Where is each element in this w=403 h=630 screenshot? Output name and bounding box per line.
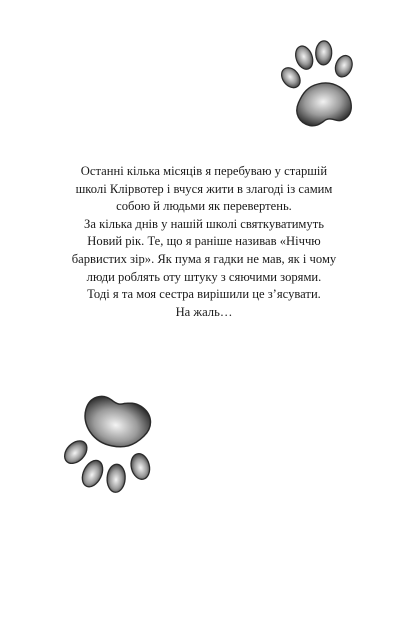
- story-paragraph: [58, 163, 350, 321]
- text-line: Останні кілька місяців я перебуваю у старшій: [80, 164, 328, 178]
- text-line: За кілька днів у нашій школі святкуватимуть: [84, 216, 324, 231]
- text-line: Новий рік. Те, що я раніше називав «Ніччю: [87, 234, 321, 249]
- text-line: На жаль…: [175, 304, 233, 319]
- text-line: люди роблять оту штуку з сяючими зорями.: [86, 269, 322, 284]
- paw-print-icon: [272, 36, 364, 132]
- text-line: барвистих зір». Як пума я гадки не мав, як і чому: [71, 251, 337, 266]
- text-line: школі Клірвотер і вчуся жити в злагоді із самим: [75, 181, 333, 196]
- text-line: собою й людьми як перевертень.: [116, 199, 292, 214]
- text-line: Тоді я та моя сестра вирішили це з’ясувати.: [87, 287, 321, 302]
- paw-print-icon: [52, 386, 174, 498]
